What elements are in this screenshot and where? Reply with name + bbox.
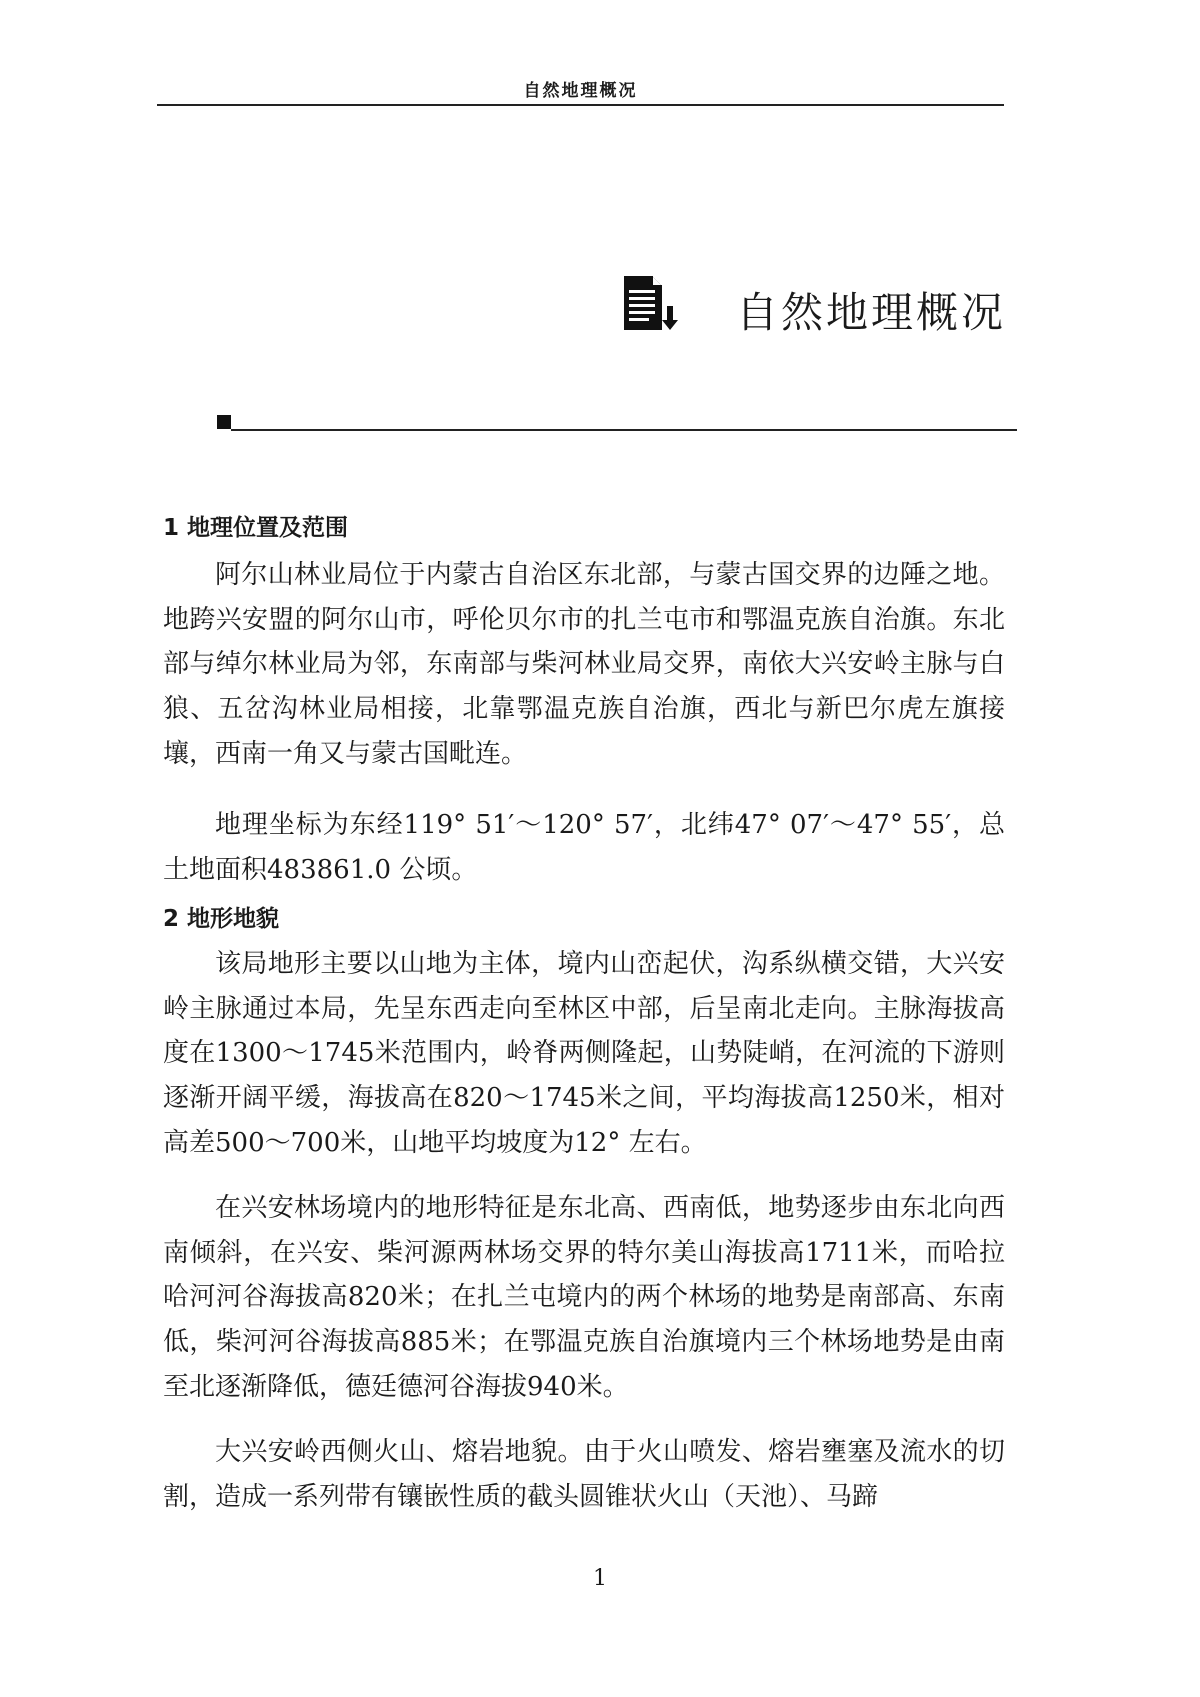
chapter-title: 自然地理概况 (736, 288, 1007, 337)
paragraph: 阿尔山林业局位于内蒙古自治区东北部，与蒙古国交界的边陲之地。地跨兴安盟的阿尔山市，呼伦贝尔市的扎兰屯市和鄂温克族自治旗。东北部与绰尔林业局为邻，东南部与柴河林业局交界，南依大兴安岭主脉与白狼、五岔沟林业局相接，北靠鄂温克族自治旗，西北与新巴尔虎左旗接壤，西南一角又与蒙古国毗连。 (163, 560, 1005, 769)
paragraph: 该局地形主要以山地为主体，境内山峦起伏，沟系纵横交错，大兴安岭主脉通过本局，先呈东西走向至林区中部，后呈南北走向。主脉海拔高度在1300～1745米范围内，岭脊两侧隆起，山势陡峭，在河流的下游则逐渐开阔平缓，海拔高在820～1745米之间，平均海拔高1250米，相对高差500～700米，山地平均坡度为12° 左右。 (163, 949, 1005, 1158)
chapter-rule-marker (217, 415, 231, 429)
header-rule (157, 104, 1004, 106)
running-header: 自然地理概况 (523, 81, 638, 101)
section-heading: 2 地形地貌 (163, 906, 280, 932)
paragraph: 大兴安岭西侧火山、熔岩地貌。由于火山喷发、熔岩壅塞及流水的切割，造成一系列带有镶嵌性质的截头圆锥状火山（天池）、马蹄 (163, 1437, 1005, 1512)
page-number: 1 (593, 1566, 607, 1591)
chapter-rule (231, 429, 1017, 431)
section-heading: 1 地理位置及范围 (163, 515, 349, 541)
paragraph: 在兴安林场境内的地形特征是东北高、西南低，地势逐步由东北向西南倾斜，在兴安、柴河源两林场交界的特尔美山海拔高1711米，而哈拉哈河河谷海拔高820米；在扎兰屯境内的两个林场的地势是南部高、东南低，柴河河谷海拔高885米；在鄂温克族自治旗境内三个林场地势是由南至北逐渐降低，德廷德河谷海拔940米。 (163, 1193, 1005, 1402)
document-download-icon (618, 272, 680, 334)
paragraph: 地理坐标为东经119° 51′～120° 57′，北纬47° 07′～47° 55′，总土地面积483861.0 公顷。 (163, 810, 1005, 885)
